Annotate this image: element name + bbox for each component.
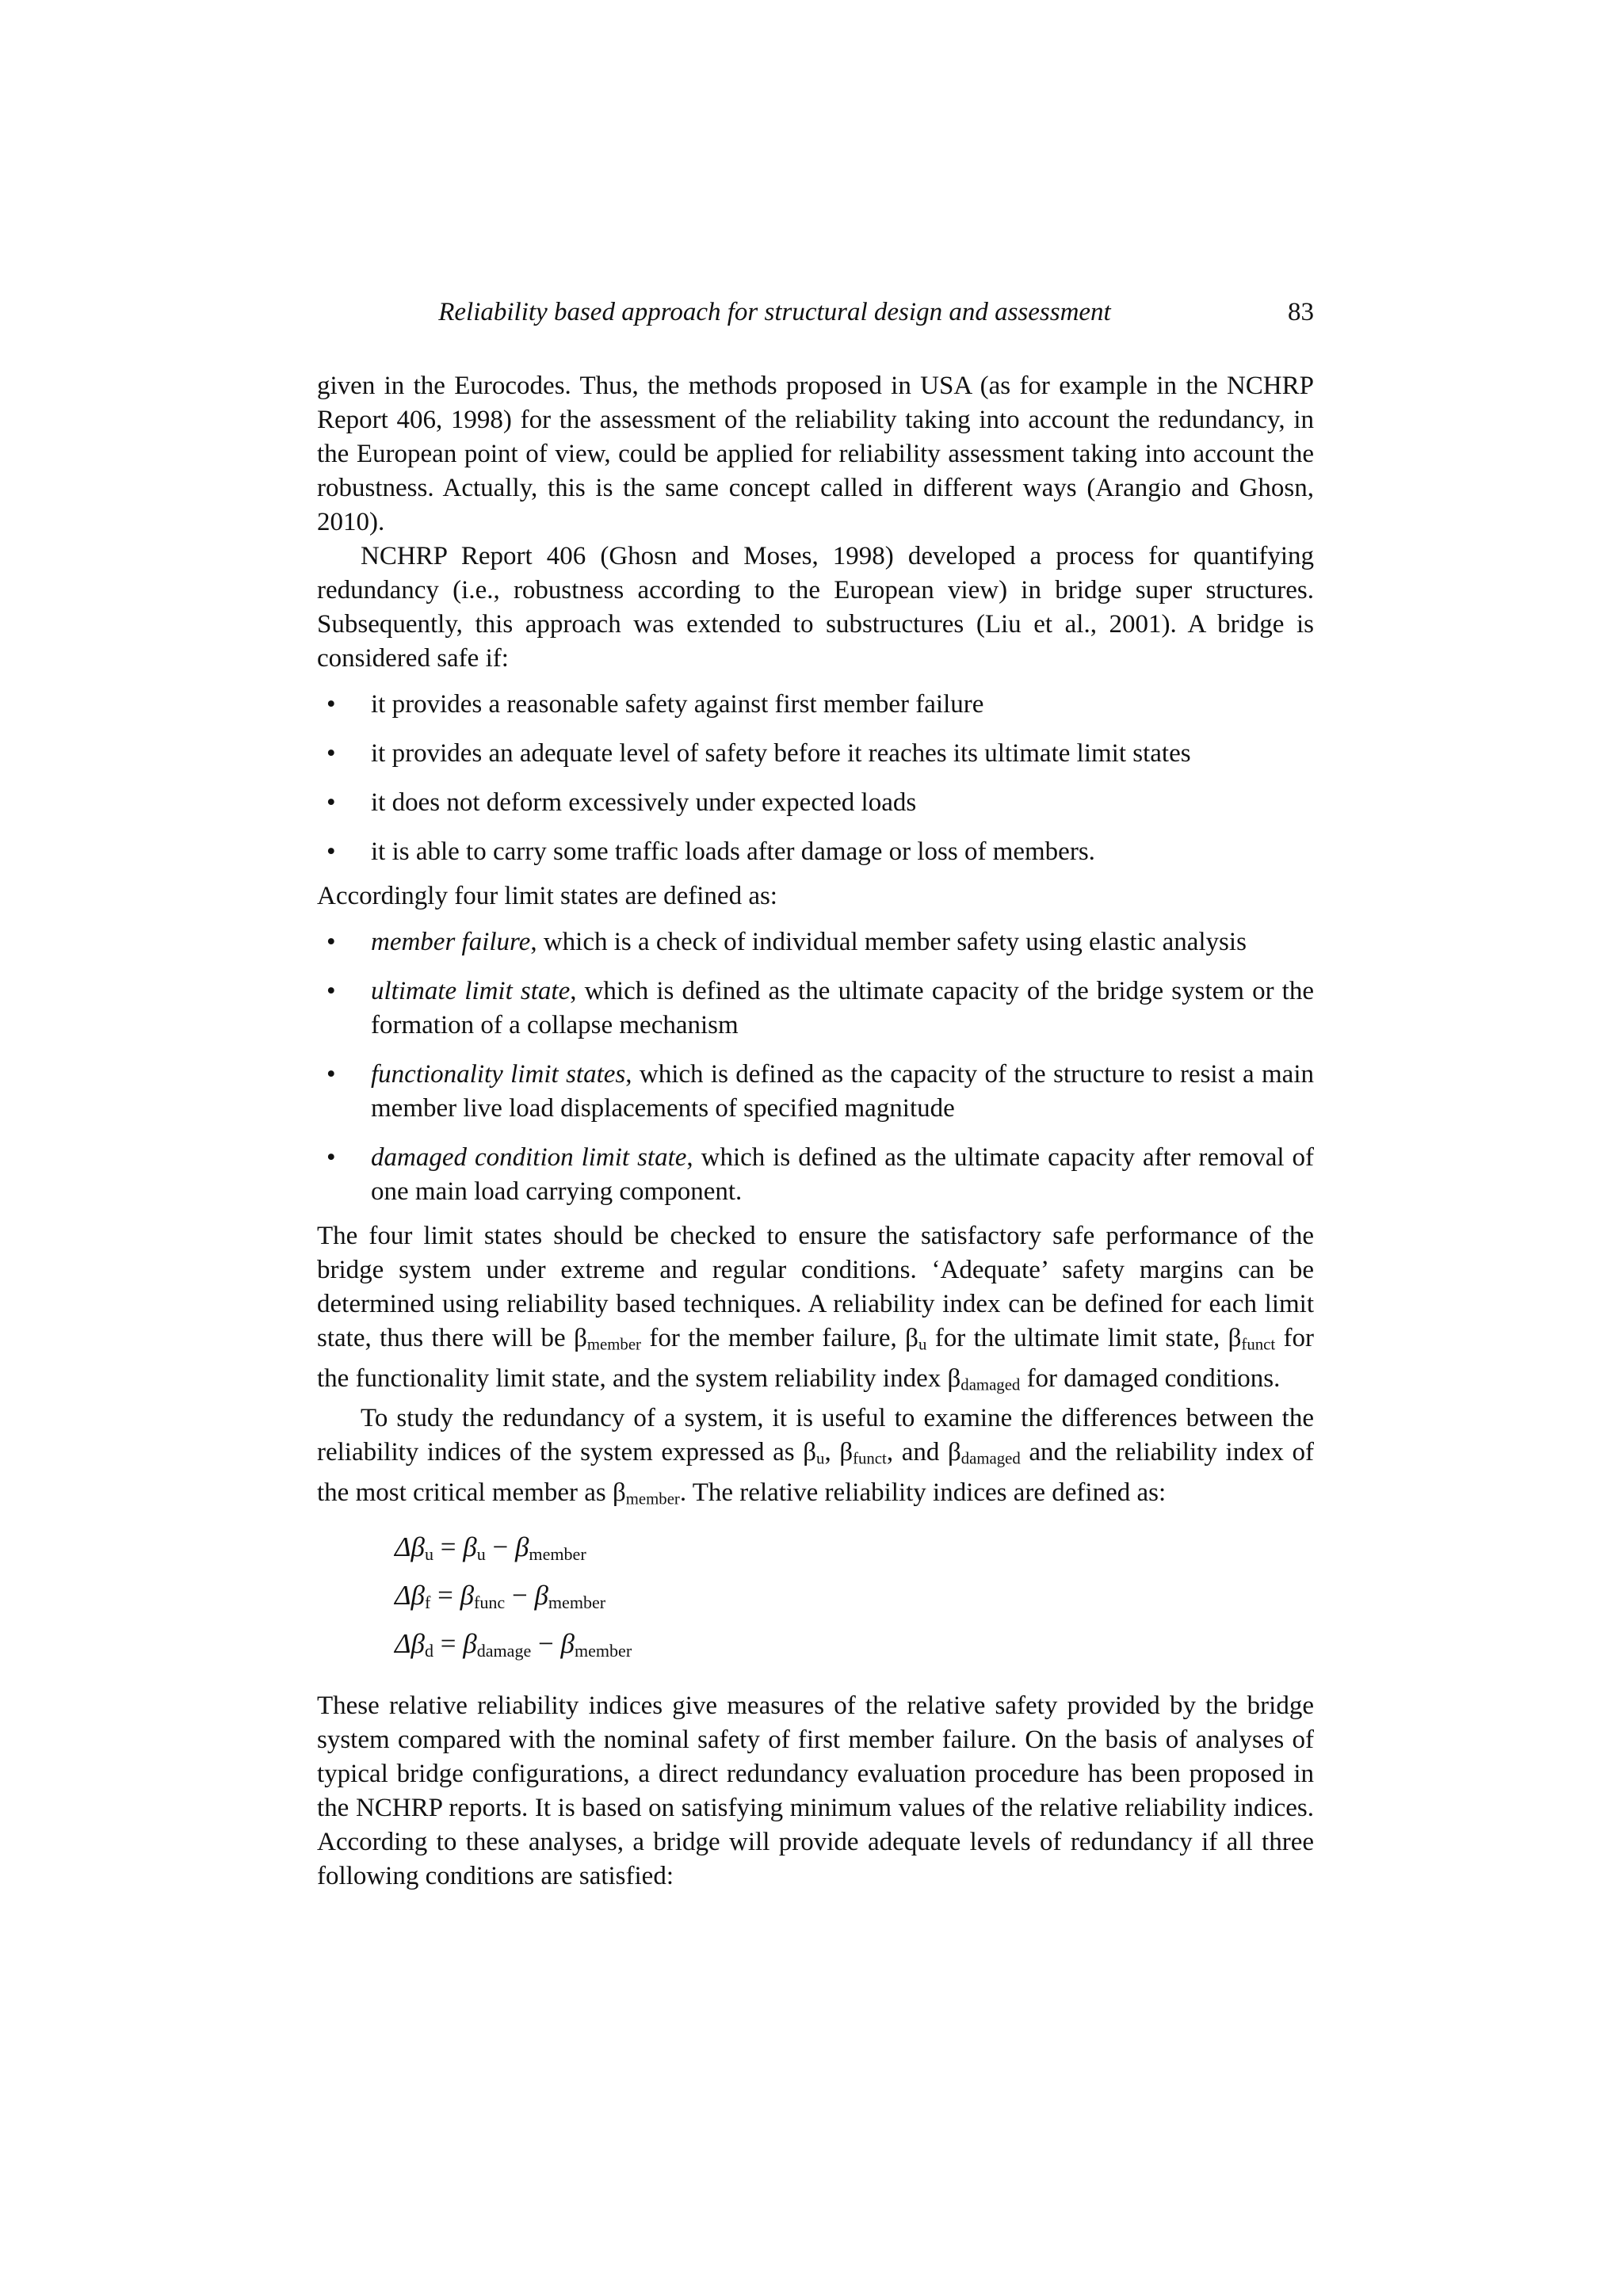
text-segment: . The relative reliability indices are defined as: bbox=[679, 1478, 1167, 1507]
text-segment: , β bbox=[824, 1438, 854, 1467]
text-segment: member bbox=[529, 1544, 586, 1565]
text-segment: − bbox=[485, 1531, 515, 1563]
text-segment: for the functionality limit state, and the system reliability index β bbox=[317, 1324, 1314, 1393]
text-segment: These relative reliability indices give measures of the relative safety provided by the bridge system compared with the nominal safety of first member failure. On the basis of analyses of typical bridge configurations, a direct redundancy evaluation procedure has been proposed in the NCHRP reports. It is based on satisfying minimum values of the relative reliability indices. According to these analyses, a bridge will provide adequate levels of redundancy if all three following conditions are satisfied: bbox=[317, 1691, 1314, 1890]
text-segment: = bbox=[433, 1531, 464, 1563]
bullet-list bbox=[317, 925, 1314, 1209]
bullet-item bbox=[317, 974, 1314, 1043]
text-segment: To study the redundancy of a system, it is useful to examine the differences between the reliability indices of the system expressed as β bbox=[317, 1404, 1314, 1467]
text-segment: func bbox=[474, 1592, 506, 1612]
text-segment: β bbox=[463, 1627, 477, 1659]
paragraph bbox=[317, 1402, 1314, 1516]
text-segment: , which is defined as the ultimate capacity of the bridge system or the formation of a collapse mechanism bbox=[371, 977, 1315, 1039]
text-segment: d bbox=[424, 1640, 434, 1661]
bullet-item bbox=[317, 1058, 1314, 1126]
text-segment: Δβ bbox=[395, 1580, 425, 1611]
bullet-item bbox=[317, 925, 1314, 959]
running-head bbox=[317, 296, 1314, 330]
text-segment: functionality limit states bbox=[371, 1060, 626, 1089]
bullet-item bbox=[317, 1141, 1314, 1209]
equation-block bbox=[317, 1527, 1314, 1672]
text-segment: , which is defined as the capacity of the structure to resist a main member live load displacements of specified magnitude bbox=[371, 1060, 1314, 1123]
equation-line bbox=[395, 1623, 1314, 1672]
text-segment: NCHRP Report 406 (Ghosn and Moses, 1998) developed a process for quantifying redundancy (i.e., robustness according to the European view) in bridge super structures. Subsequently, this approach was extended to substructures (Liu et al., 2001). A bridge is considered safe if: bbox=[317, 542, 1314, 673]
bullet-text bbox=[371, 835, 1314, 869]
text-segment: it does not deform excessively under expected loads bbox=[371, 788, 917, 817]
text-segment: β bbox=[560, 1627, 575, 1659]
bullet-marker: • bbox=[327, 928, 336, 956]
bullet-marker: • bbox=[327, 977, 336, 1005]
text-segment: for damaged conditions. bbox=[1020, 1363, 1281, 1393]
text-segment: funct bbox=[1241, 1335, 1276, 1354]
text-segment: Δβ bbox=[395, 1531, 425, 1563]
text-segment: damaged condition limit state bbox=[371, 1143, 687, 1172]
paragraph bbox=[317, 1689, 1314, 1894]
text-segment: member bbox=[574, 1640, 632, 1661]
text-segment: ultimate limit state bbox=[371, 977, 571, 1005]
text-segment: it provides a reasonable safety against first member failure bbox=[371, 690, 984, 719]
paragraph bbox=[317, 540, 1314, 676]
text-segment: member bbox=[586, 1335, 641, 1354]
paragraph bbox=[317, 879, 1314, 913]
text-segment: − bbox=[531, 1627, 561, 1659]
text-segment: , which is defined as the ultimate capacity after removal of one main load carrying component. bbox=[371, 1143, 1314, 1206]
equation-line bbox=[395, 1527, 1314, 1575]
bullet-text bbox=[371, 786, 1314, 820]
bullet-marker: • bbox=[327, 1060, 336, 1089]
bullet-text bbox=[371, 974, 1314, 1043]
text-segment: The four limit states should be checked to ensure the satisfactory safe performance of the bridge system under extreme and regular conditions. ‘Adequate’ safety margins can be determined using reliability based techniques. A reliability index can be defined for each limit state, thus there will be β bbox=[317, 1222, 1314, 1352]
text-segment: damage bbox=[476, 1640, 532, 1661]
text-segment: − bbox=[505, 1580, 535, 1611]
text-column bbox=[317, 296, 1314, 1894]
bullet-item bbox=[317, 688, 1314, 722]
bullet-text bbox=[371, 1141, 1314, 1209]
text-segment: it is able to carry some traffic loads after damage or loss of members. bbox=[371, 837, 1095, 866]
text-segment: β bbox=[514, 1531, 529, 1563]
text-segment: member bbox=[625, 1489, 680, 1508]
bullet-item bbox=[317, 835, 1314, 869]
text-segment: member bbox=[548, 1592, 606, 1612]
paragraph bbox=[317, 1219, 1314, 1402]
text-segment: damaged bbox=[960, 1449, 1021, 1468]
text-segment: Accordingly four limit states are defined as: bbox=[317, 882, 777, 910]
bullet-text bbox=[371, 1058, 1314, 1126]
paragraph bbox=[317, 369, 1314, 540]
text-segment: u bbox=[816, 1449, 825, 1468]
text-segment: damaged bbox=[960, 1375, 1021, 1394]
text-segment: = bbox=[430, 1580, 460, 1611]
text-segment: u bbox=[476, 1544, 486, 1565]
bullet-marker: • bbox=[327, 837, 336, 866]
text-segment: for the member failure, β bbox=[640, 1324, 918, 1352]
bullet-text bbox=[371, 688, 1314, 722]
text-segment: β bbox=[460, 1580, 475, 1611]
text-segment: member failure bbox=[371, 928, 531, 956]
text-segment: given in the Eurocodes. Thus, the methods proposed in USA (as for example in the NCHRP Report 406, 1998) for the assessment of the reliability taking into account the redundancy, in the European point of view, could be applied for reliability assessment taking into account the robustness. Actually, this is the same concept called in different ways (Arangio and Ghosn, 2010). bbox=[317, 372, 1314, 536]
bullet-text bbox=[371, 737, 1314, 771]
text-segment: u bbox=[918, 1335, 927, 1354]
bullet-marker: • bbox=[327, 788, 336, 817]
equation-line bbox=[395, 1575, 1314, 1623]
bullet-marker: • bbox=[327, 690, 336, 719]
text-segment: = bbox=[433, 1627, 464, 1659]
bullet-item bbox=[317, 737, 1314, 771]
text-segment: , and β bbox=[886, 1438, 961, 1467]
bullet-marker: • bbox=[327, 1143, 336, 1172]
bullet-item bbox=[317, 786, 1314, 820]
text-segment: f bbox=[424, 1592, 431, 1612]
page-number: 83 bbox=[1288, 298, 1314, 326]
running-head-title: Reliability based approach for structural design and assessment bbox=[438, 298, 1111, 326]
text-segment: u bbox=[424, 1544, 434, 1565]
text-segment: and the reliability index of the most critical member as β bbox=[317, 1438, 1314, 1507]
page-content bbox=[317, 369, 1314, 1894]
text-segment: β bbox=[463, 1531, 477, 1563]
text-segment: it provides an adequate level of safety before it reaches its ultimate limit states bbox=[371, 739, 1191, 768]
bullet-list bbox=[317, 688, 1314, 869]
bullet-text bbox=[371, 925, 1314, 959]
bullet-marker: • bbox=[327, 739, 336, 768]
text-segment: β bbox=[534, 1580, 548, 1611]
text-segment: funct bbox=[853, 1449, 887, 1468]
text-segment: for the ultimate limit state, β bbox=[926, 1324, 1242, 1352]
text-segment: , which is a check of individual member safety using elastic analysis bbox=[530, 928, 1247, 956]
text-segment: Δβ bbox=[395, 1627, 425, 1659]
